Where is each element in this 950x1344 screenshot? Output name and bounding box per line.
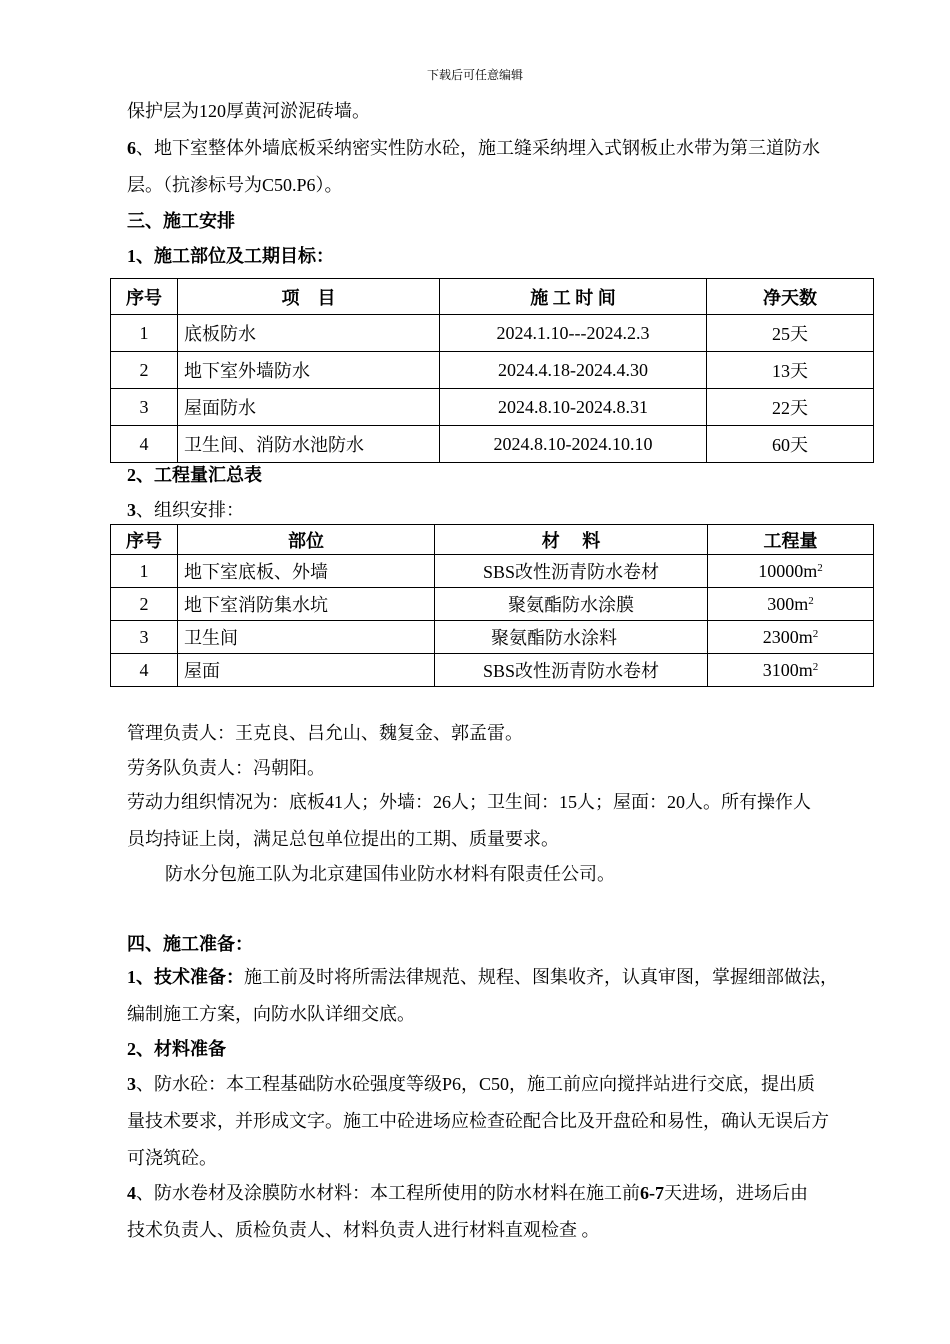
paragraph [127, 1072, 887, 1096]
table-cell: SBS改性沥青防水卷材 [435, 555, 708, 588]
unit-exponent: 2 [808, 594, 814, 607]
table-cell: 屋面 [178, 654, 435, 687]
item-number: 3 [127, 500, 136, 520]
quantity-value: 2300m [762, 626, 813, 647]
table-row [111, 654, 874, 687]
unit-exponent: 2 [812, 660, 819, 673]
paragraph: 可浇筑砼。 [127, 1148, 217, 1168]
table-cell: 聚氨酯防水涂料 [435, 621, 708, 654]
page-header: 下载后可任意编辑 [426, 68, 523, 82]
table-header: 材 料 [435, 525, 708, 555]
table-row [111, 555, 874, 588]
days-range: 6-7 [640, 1183, 664, 1203]
table-cell: 卫生间、消防水池防水 [178, 426, 440, 463]
table-cell: 4 [111, 654, 178, 687]
table-header: 序号 [111, 525, 178, 555]
table-cell [708, 555, 874, 588]
table-cell: 2024.4.18-2024.4.30 [440, 352, 707, 389]
table-cell: 底板防水 [178, 315, 440, 352]
subsection-heading: 2、材料准备 [127, 1039, 226, 1059]
section-heading: 三、施工安排 [127, 211, 235, 231]
paragraph-text: 天进场，进场后由 [664, 1183, 808, 1203]
table-cell: 地下室底板、外墙 [178, 555, 435, 588]
table-cell [708, 654, 874, 687]
paragraph: 编制施工方案，向防水队详细交底。 [127, 1004, 415, 1024]
section-heading: 四、施工准备： [127, 934, 253, 954]
table-header: 工程量 [708, 525, 874, 555]
table-row [111, 352, 874, 389]
unit-exponent: 2 [817, 561, 823, 574]
paragraph-text: 施工前及时将所需法律规范、规程、图集收齐，认真审图，掌握细部做法， [244, 967, 838, 987]
paragraph-text: 、地下室整体外墙底板采纳密实性防水砼，施工缝采纳埋入式钢板止水带为第三道防水 [136, 138, 820, 158]
paragraph: 劳务队负责人：冯朝阳。 [127, 758, 325, 778]
table-cell: 4 [111, 426, 178, 463]
table-header: 项 目 [178, 279, 440, 315]
paragraph: 技术负责人、质检负责人、材料负责人进行材料直观检查 。 [127, 1220, 600, 1240]
paragraph [127, 965, 887, 989]
paragraph-text: 、防水卷材及涂膜防水材料：本工程所使用的防水材料在施工前 [136, 1183, 640, 1203]
table-cell: 卫生间 [178, 621, 435, 654]
table-cell: 22天 [707, 389, 874, 426]
table-cell: 1 [111, 315, 178, 352]
paragraph-text: 、防水砼：本工程基础防水砼强度等级P6，C50，施工前应向搅拌站进行交底，提出质 [136, 1074, 816, 1094]
paragraph [127, 136, 887, 160]
table-row [111, 588, 874, 621]
table-cell: 3 [111, 389, 178, 426]
table-cell: 聚氨酯防水涂膜 [435, 588, 708, 621]
schedule-table [110, 278, 874, 463]
table-row [111, 315, 874, 352]
table-cell: 13天 [707, 352, 874, 389]
paragraph: 管理负责人：王克良、吕允山、魏复金、郭孟雷。 [127, 723, 523, 743]
table-header: 序号 [111, 279, 178, 315]
subsection-heading [127, 498, 887, 522]
item-heading: 1、技术准备： [127, 967, 244, 987]
table-cell: 3 [111, 621, 178, 654]
quantity-value: 3100m [762, 659, 813, 680]
table-row [111, 621, 874, 654]
table-row [111, 426, 874, 463]
paragraph: 劳动力组织情况为：底板41人；外墙：26人；卫生间：15人；屋面：20人。所有操作人 [127, 792, 811, 812]
table-cell: 屋面防水 [178, 389, 440, 426]
table-cell: 1 [111, 555, 178, 588]
paragraph: 员均持证上岗，满足总包单位提出的工期、质量要求。 [127, 829, 559, 849]
table-row [111, 389, 874, 426]
table-cell: SBS改性沥青防水卷材 [435, 654, 708, 687]
table-cell [708, 588, 874, 621]
subsection-heading: 1、施工部位及工期目标： [127, 246, 334, 266]
table-cell: 2024.1.10---2024.2.3 [440, 315, 707, 352]
table-cell [708, 621, 874, 654]
quantity-value: 300m [767, 593, 809, 614]
paragraph [127, 1181, 887, 1205]
heading-text: 、组织安排： [136, 500, 244, 520]
table-cell: 地下室消防集水坑 [178, 588, 435, 621]
table-cell: 2 [111, 588, 178, 621]
paragraph: 保护层为120厚黄河淤泥砖墙。 [127, 101, 370, 121]
item-number: 3 [127, 1074, 136, 1094]
table-cell: 25天 [707, 315, 874, 352]
table-cell: 2024.8.10-2024.8.31 [440, 389, 707, 426]
paragraph: 量技术要求，并形成文字。施工中砼进场应检查砼配合比及开盘砼和易性，确认无误后方 [127, 1111, 829, 1131]
table-cell: 60天 [707, 426, 874, 463]
item-number: 4 [127, 1183, 136, 1203]
paragraph: 层。（抗渗标号为C50.P6）。 [127, 175, 343, 195]
table-cell: 2 [111, 352, 178, 389]
paragraph: 防水分包施工队为北京建国伟业防水材料有限责任公司。 [165, 864, 615, 884]
quantity-value: 10000m [758, 560, 818, 581]
unit-exponent: 2 [812, 627, 819, 640]
table-header: 施 工 时 间 [440, 279, 707, 315]
table-header: 部位 [178, 525, 435, 555]
quantity-table [110, 524, 874, 687]
table-cell: 地下室外墙防水 [178, 352, 440, 389]
table-header: 净天数 [707, 279, 874, 315]
item-number: 6 [127, 138, 136, 158]
subsection-heading: 2、工程量汇总表 [127, 465, 262, 485]
table-cell: 2024.8.10-2024.10.10 [440, 426, 707, 463]
